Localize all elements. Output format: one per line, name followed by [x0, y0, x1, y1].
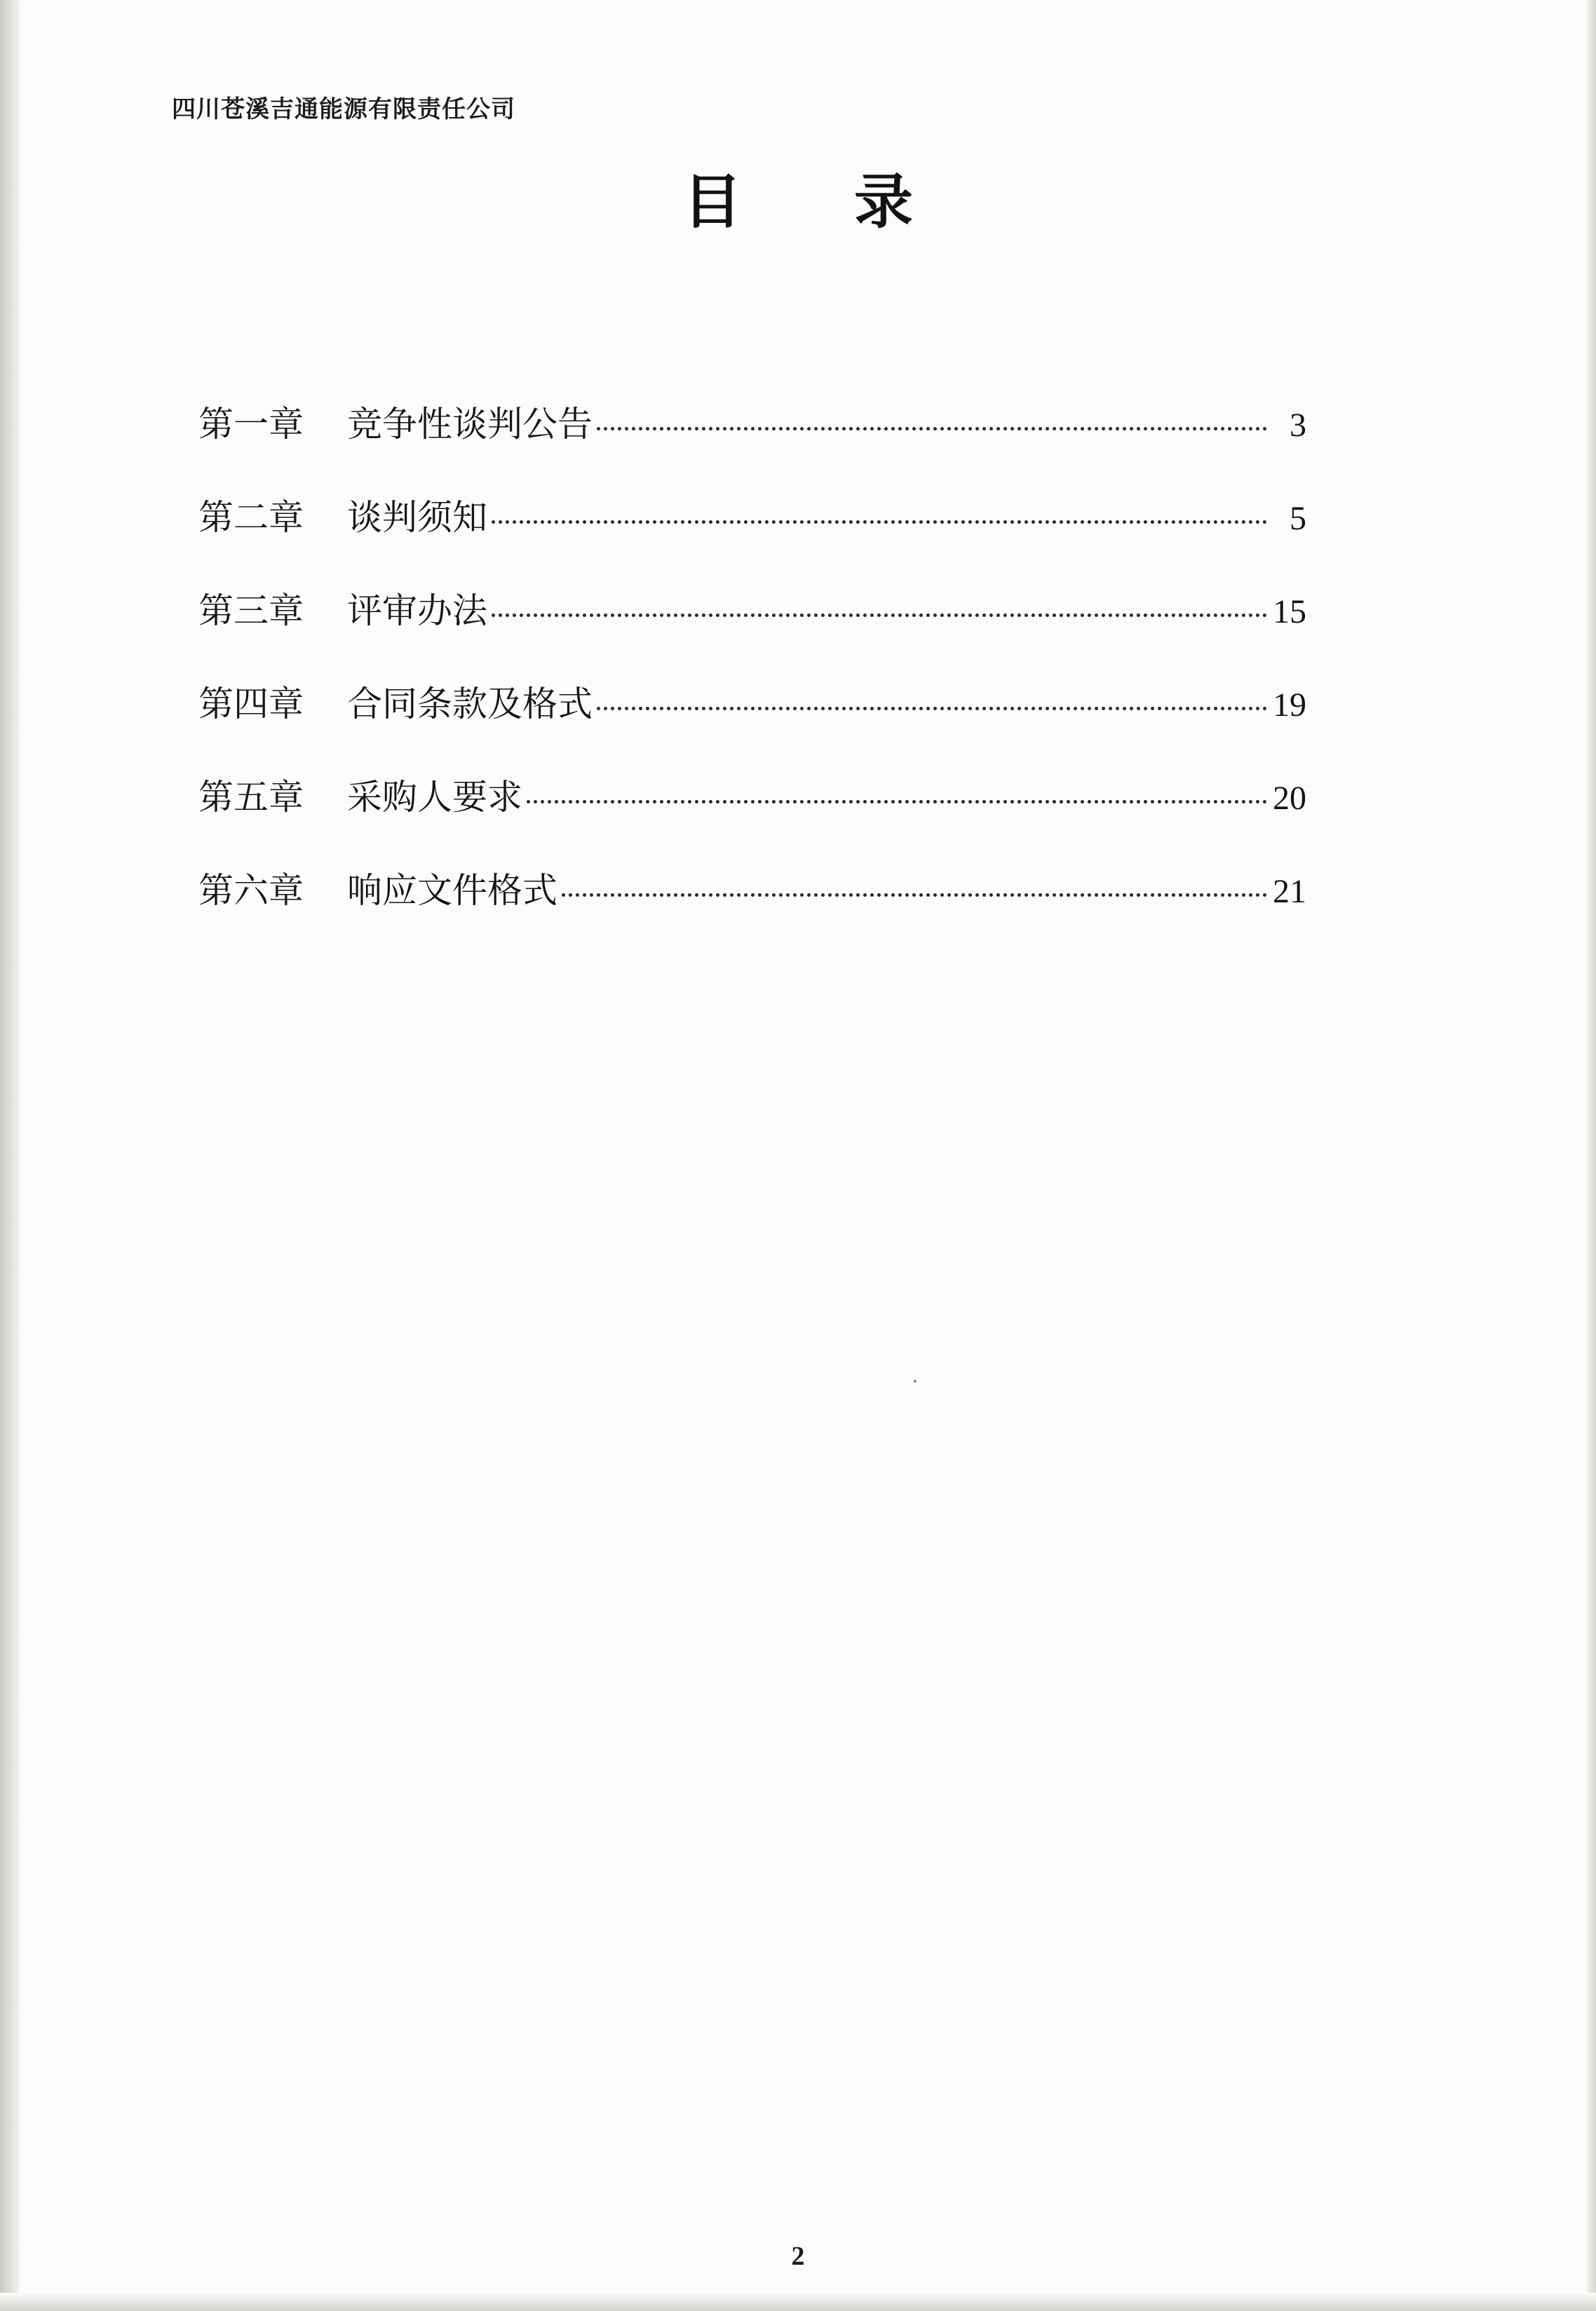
- toc-entry: [198, 773, 1306, 866]
- toc-entry: [198, 586, 1306, 679]
- toc-entry: [198, 679, 1306, 773]
- toc-page-number: 19: [1273, 686, 1306, 724]
- toc-chapter-label: 第一章: [198, 404, 304, 445]
- toc-dot-leader: [597, 707, 1267, 710]
- toc-page-number: 5: [1290, 500, 1306, 537]
- page-right-edge-shadow: [1585, 0, 1596, 2311]
- page-footer-number: 2: [791, 2242, 805, 2271]
- toc-chapter-label: 第二章: [198, 497, 304, 538]
- table-of-contents: [198, 400, 1306, 959]
- toc-dot-leader: [597, 427, 1267, 431]
- toc-entry: [198, 493, 1306, 586]
- toc-chapter-title: 竞争性谈判公告: [347, 404, 593, 445]
- page-left-edge-shadow: [0, 0, 20, 2311]
- toc-dot-leader: [492, 520, 1267, 524]
- toc-page-number: 21: [1273, 873, 1306, 910]
- toc-chapter-title: 采购人要求: [347, 777, 522, 818]
- toc-chapter-label: 第五章: [198, 777, 304, 818]
- toc-chapter-label: 第四章: [198, 684, 304, 724]
- toc-page-number: 20: [1273, 780, 1306, 817]
- toc-dot-leader: [492, 614, 1267, 617]
- toc-chapter-title: 谈判须知: [347, 497, 487, 538]
- toc-dot-leader: [562, 893, 1267, 897]
- toc-chapter-title: 评审办法: [347, 590, 487, 631]
- toc-title: 目录: [682, 168, 1025, 236]
- page-bottom-edge-shadow: [0, 2293, 1596, 2311]
- company-header: 四川苍溪吉通能源有限责任公司: [172, 95, 515, 123]
- scan-speck: [914, 1380, 917, 1383]
- toc-chapter-label: 第三章: [198, 590, 304, 631]
- toc-chapter-title: 响应文件格式: [347, 870, 557, 911]
- toc-chapter-title: 合同条款及格式: [347, 684, 593, 724]
- toc-entry: [198, 866, 1306, 959]
- toc-page-number: 3: [1290, 407, 1306, 444]
- toc-chapter-label: 第六章: [198, 870, 304, 911]
- toc-page-number: 15: [1273, 593, 1306, 630]
- toc-dot-leader: [527, 800, 1267, 804]
- toc-entry: [198, 400, 1306, 493]
